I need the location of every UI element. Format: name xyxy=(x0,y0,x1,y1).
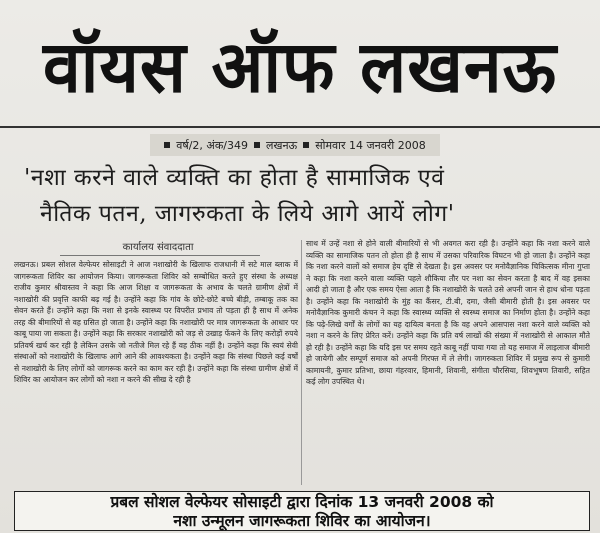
caption-line-2: नशा उन्मूलन जागरूकता शिविर का आयोजन। xyxy=(173,512,431,530)
byline: कार्यालय संवाददाता xyxy=(122,242,194,253)
issue-city: लखनऊ xyxy=(265,138,298,152)
headline xyxy=(24,160,584,232)
bullet-square-icon xyxy=(303,142,309,148)
bullet-square-icon xyxy=(254,142,260,148)
photo-caption xyxy=(14,491,590,531)
issue-date: सोमवार 14 जनवरी 2008 xyxy=(315,138,426,152)
article-column-2: साथ में उन्हें नशा से होने वाली बीमारियों से भी अवगत करा रही है। उन्होंने कहा कि नशा करने वाले व्यक्ति का सामाजिक पतन तो होता ही है साथ में उसका परिवारिक विघटन भी हो जाता है। उन्होंने कहा कि नशा करने वालों को समाज हेय दृष्टि से देखता है। इस अवसर पर मनोवैज्ञानिक चिकित्सक मीना गुप्ता ने कहा कि नशा करने वाला व्यक्ति पहले शौकिया तौर पर नशा का सेवन करता है बाद में वह इसका आदी हो जाता है और एक समय ऐसा आता है कि नशाखोरी के चलते उसे अपनी जान से हाथ धोना पड़ता है। उन्होंने कहा कि नशाखोरी के मुंह का कैंसर, टी.बी, दमा, जैसी बीमारी होती है। इस अवसर पर मनोवैज्ञानिक कुमारी कंचन ने कहा कि स्वास्थ्य व्यक्ति से स्वस्थ्य समाज का निर्माण होता है। उन्होंने कहा कि पढ़े-लिखे वर्गों के लोगों का यह दायित्व बनता है कि वह अपने आसपास नशा करने वाले व्यक्ति को नशा न करने के लिए प्रेरित करें। उन्होंने कहा कि प्रति वर्ष लाखों की संख्या में नशाखोरी से आकाल मौते हो रही है। उन्होंने कहा कि यदि इस पर समय रहते काबू नहीं पाया गया तो यह समाज में लाइलाज बीमारी हो जायेगी और सम्पूर्ण समाज को अपनी गिरफ्त में ले लेगी। जागरुकता शिविर में प्रमुख रूप से कुमारी कामायनी, कुमार प्रतिभा, छाया गंहरवार, हिमानी, शिवानी, संगीता चौरसिया, शिवभूषण तिवारी, सहित कई लोग उपस्थित थे। xyxy=(306,239,590,386)
masthead xyxy=(0,0,600,128)
bullet-square-icon xyxy=(164,142,170,148)
issue-volume: वर्ष/2, अंक/349 xyxy=(176,138,248,152)
column-divider xyxy=(301,240,302,485)
caption-line-1: प्रबल सोशल वेल्फेयर सोसाइटी द्वारा दिनांक 13 जनवरी 2008 को xyxy=(110,493,494,511)
article-column-1: लखनऊ। प्रबल सोशल वेल्फेयर सोसाइटी ने आज नशाखोरी के खिलाफ राजधानी में सटे माल ब्लाक में जागरूकता शिविर का आयोजन किया। जागरूकता शिविर को सम्बोधित करते हुए संस्था के अध्यक्ष राजीव कुमार श्रीवास्तव ने कहा कि आज शिक्षा व जागरूकता के अभाव के चलते ग्रामीण क्षेत्रों में नशाखोरी की प्रवृत्ति काफी बढ़ गई है। उन्होंने कहा कि गांव के छोटे-छोटे बच्चे बीड़ी, तम्बाकू तक का सेवन करते हैं। उन्होंने कहा कि नशा से इनके स्वास्थ्य पर विपरीत प्रभाव तो पड़ता ही है साथ में अनेक तरह की बीमारियों से वह ग्रसित हो जाता है। उन्होंने कहा कि नशाखोरी पर मात्र जागरूकता के आधार पर काबू पाया जा सकता है। उन्होंने कहा कि सरकार नशाखोरी को जड़ से उखाड़ फेंकने के लिए करोड़ों रुपये प्रतिवर्ष खर्च कर रही है लेकिन उसके जो नतीजे मिल रहे हैं वह ठीक नहीं है। उन्होंने कहा कि स्वयं सेवी संस्थाओं को नशाखोरी के खिलाफ आगे आने की आवश्यकता है। उन्होंने कहा कि संस्था पिछले कई वर्षों से नशाखोरी के लिए लोगों को जागरूक करने का काम कर रही है। उन्होंने कहा कि संस्था ग्रामीण क्षेत्रों में शिविर का आयोजन कर लोगों को नशा न करने की सीख दे रही है xyxy=(14,260,298,384)
issue-line xyxy=(150,134,440,156)
headline-line-2: नैतिक पतन, जागरुकता के लिये आगे आयें लोग' xyxy=(40,201,455,227)
masthead-title: वॉयस ऑफ लखनऊ xyxy=(42,24,558,109)
headline-line-1: 'नशा करने वाले व्यक्ति का होता है सामाजिक एवं xyxy=(24,165,445,191)
byline-rule xyxy=(60,255,260,256)
